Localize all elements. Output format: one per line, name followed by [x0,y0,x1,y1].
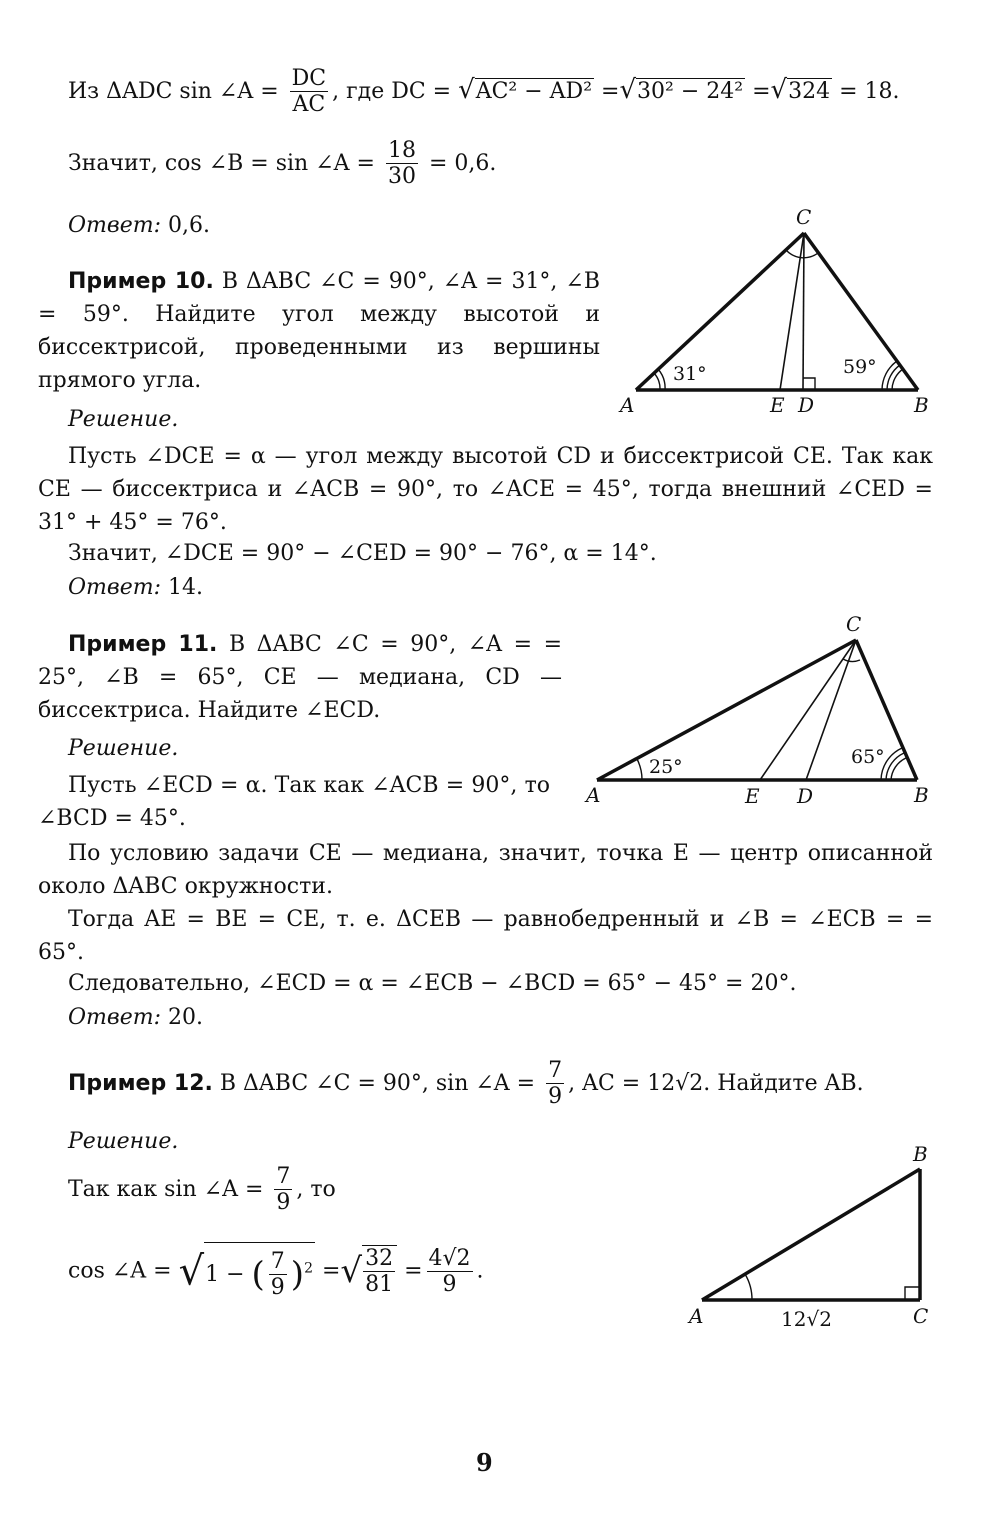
fraction-18-30: $\frac{18}{30}$ [387,138,416,190]
vertex-label-e: E [745,784,760,808]
vertex-label-c: C [846,612,862,636]
example-11-p4: Следовательно, ∠ECD = α = ∠ECB − ∠BCD = 65° − 45° = 20°. [68,971,797,996]
solution-label: Решение. [68,736,179,761]
side-label-ac: 12√2 [781,1307,832,1331]
angle-label-b: 59° [843,356,877,378]
vertex-label-b: B [913,1142,928,1166]
page-number: 9 [476,1448,493,1477]
fraction-dc-ac: $\frac{DC}{AC}$ [291,66,327,118]
angle-label-a: 25° [649,756,683,778]
vertex-label-b: B [914,393,929,417]
example-12-cos-formula: cos ∠A = √1 − ( $\frac{7}{9}$ )$^2$ =√ $\frac{32}{81}$ = $\frac{4√2}{9}$ . [68,1242,484,1301]
example-10-solution: Пусть ∠DCE = α — угол между высотой CD и биссектрисой CE. Так как CE — биссектриса и ∠ACB = 90°, то ∠ACE = 45°, тогда внешний ∠CED = 31° + 45° = 76°. [38,444,933,535]
vertex-label-a: A [620,393,635,417]
vertex-label-c: C [796,205,812,229]
answer-line: Ответ: 20. [68,1005,203,1030]
vertex-label-a: A [586,783,601,807]
answer-line: Ответ: 0,6. [68,213,210,238]
example-10-statement: Пример 10. В ΔABC ∠C = 90°, ∠A = 31°, ∠B = 59°. Найдите угол между высотой и биссектрисой, проведенными из вершины прямого угла. [38,269,601,393]
example-11-p1: Пусть ∠ECD = α. Так как ∠ACB = 90°, то ∠BCD = 45°. [38,773,550,831]
vertex-label-e: E [770,393,785,417]
example-10-conclusion: Значит, ∠DCE = 90° − ∠CED = 90° − 76°, α = 14°. [68,541,657,566]
vertex-label-d: D [798,393,815,417]
vertex-label-a: A [689,1304,704,1328]
example-11-statement: Пример 11. В ΔABC ∠C = 90°, ∠A = = 25°, ∠B = 65°, CE — медиана, CD — биссектриса. Найдите ∠ECD. [38,632,562,723]
answer-line: Ответ: 14. [68,575,203,600]
vertex-label-d: D [797,784,814,808]
example-12-statement: Пример 12. В ΔABC ∠C = 90°, sin ∠A = $\frac{7}{9}$ , AC = 12√2. Найдите AB. [68,1058,864,1110]
solution-label: Решение. [68,1129,179,1154]
angle-label-b: 65° [851,746,885,768]
formula-prefix: Из ΔADC sin ∠A = [68,78,279,104]
vertex-label-b: B [914,783,929,807]
example-11-p3: Тогда AE = BE = CE, т. е. ΔCEB — равнобедренный и ∠B = ∠ECB = = 65°. [38,907,933,965]
vertex-label-c: C [913,1304,929,1328]
example-11-p2: По условию задачи CE — медиана, значит, точка E — центр описанной около ΔABC окружности. [38,841,933,899]
formula-line-2: Значит, cos ∠B = sin ∠A = $\frac{18}{30}$ = 0,6. [68,138,497,190]
formula-line-1: Из ΔADC sin ∠A = $\frac{DC}{AC}$ , где DC = √AC² − AD² =√30² − 24² =√324 = 18. [68,66,900,118]
example-12-line1: Так как sin ∠A = $\frac{7}{9}$ , то [68,1164,336,1216]
solution-label: Решение. [68,407,179,432]
angle-label-a: 31° [673,363,707,385]
